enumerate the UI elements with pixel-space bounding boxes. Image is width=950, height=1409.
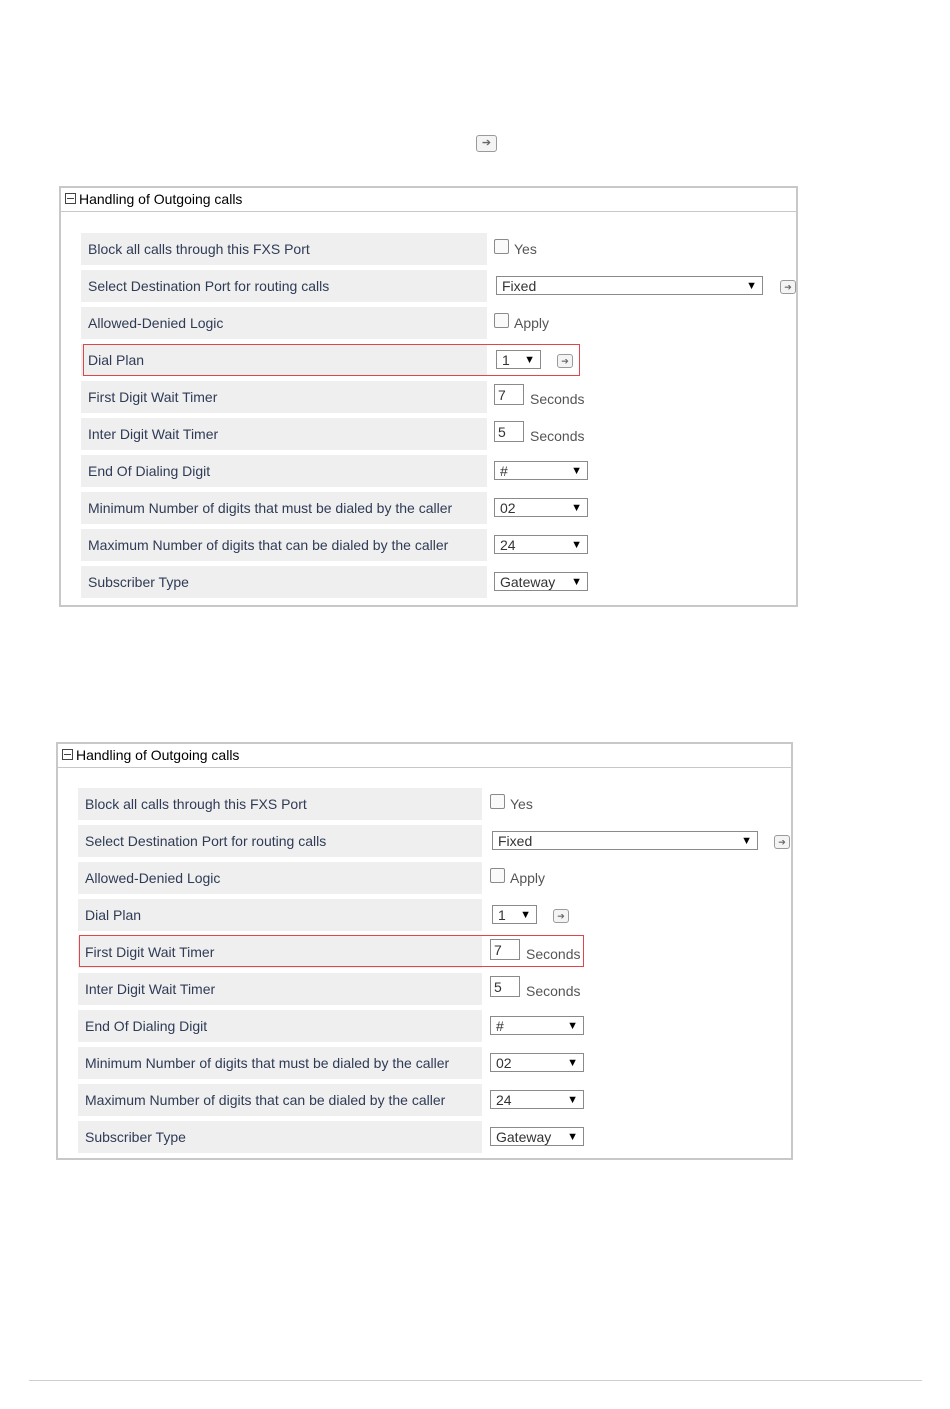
row-min-digits [58, 1047, 791, 1079]
row-destination-port [58, 825, 791, 857]
subscriber-type-field [490, 1121, 590, 1153]
row-label: Maximum Number of digits that can be dialed by the caller [78, 1084, 482, 1116]
collapse-minus-icon[interactable] [62, 749, 73, 760]
go-arrow-icon[interactable]: ➔ [774, 835, 790, 849]
unit-label: Seconds [526, 946, 581, 962]
row-label: Subscriber Type [81, 566, 487, 598]
panel-header[interactable] [61, 188, 796, 212]
max-digits-select[interactable] [490, 1090, 584, 1109]
row-label: Select Destination Port for routing calls [81, 270, 487, 302]
go-arrow-icon[interactable]: ➔ [553, 909, 569, 923]
select-value: 02 [500, 500, 516, 516]
select-value: # [496, 1018, 504, 1034]
row-label: Maximum Number of digits that can be dialed by the caller [81, 529, 487, 561]
select-value: Gateway [496, 1129, 552, 1145]
checkbox-label: Yes [514, 241, 537, 257]
row-dial-plan [61, 344, 796, 376]
first-digit-field [490, 936, 610, 968]
select-value: 24 [500, 537, 516, 553]
outgoing-calls-panel-1 [59, 186, 798, 607]
destination-port-select[interactable] [496, 276, 763, 295]
max-digits-field [494, 529, 594, 561]
min-digits-select[interactable] [490, 1053, 584, 1072]
row-block-calls [61, 233, 796, 265]
allowed-denied-checkbox[interactable] [494, 313, 509, 328]
row-label: Dial Plan [78, 899, 482, 931]
end-digit-field [494, 455, 594, 487]
row-label: End Of Dialing Digit [78, 1010, 482, 1042]
first-digit-field [494, 381, 614, 413]
dropdown-triangle-icon: ▼ [524, 354, 535, 366]
row-max-digits [58, 1084, 791, 1116]
select-value: 1 [502, 352, 510, 368]
end-dialing-digit-select[interactable] [490, 1016, 584, 1035]
row-destination-port [61, 270, 796, 302]
row-allowed-denied [58, 862, 791, 894]
row-first-digit-timer [58, 936, 791, 968]
min-digits-field [494, 492, 594, 524]
end-dialing-digit-select[interactable] [494, 461, 588, 480]
max-digits-select[interactable] [494, 535, 588, 554]
row-label: Select Destination Port for routing calls [78, 825, 482, 857]
checkbox-label: Apply [510, 870, 546, 886]
block-calls-checkbox[interactable] [494, 239, 509, 254]
row-max-digits [61, 529, 796, 561]
first-digit-timer-input[interactable]: 7 [490, 939, 520, 960]
dropdown-triangle-icon: ▼ [567, 1094, 578, 1106]
row-inter-digit-timer [61, 418, 796, 450]
unit-label: Seconds [530, 428, 585, 444]
dropdown-triangle-icon: ▼ [571, 502, 582, 514]
row-label: Block all calls through this FXS Port [81, 233, 487, 265]
row-label: Minimum Number of digits that must be dialed by the caller [78, 1047, 482, 1079]
row-label: Allowed-Denied Logic [81, 307, 487, 339]
dropdown-triangle-icon: ▼ [567, 1131, 578, 1143]
row-label: First Digit Wait Timer [81, 381, 487, 413]
panel-title: Handling of Outgoing calls [76, 747, 240, 763]
outgoing-calls-panel-2 [56, 742, 793, 1160]
min-digits-field [490, 1047, 590, 1079]
row-first-digit-timer [61, 381, 796, 413]
dropdown-triangle-icon: ▼ [741, 835, 752, 847]
row-label: End Of Dialing Digit [81, 455, 487, 487]
destination-field [496, 270, 796, 302]
footer-divider [29, 1380, 922, 1381]
allowed-denied-checkbox[interactable] [490, 868, 505, 883]
block-calls-checkbox[interactable] [490, 794, 505, 809]
row-block-calls [58, 788, 791, 820]
row-label: Block all calls through this FXS Port [78, 788, 482, 820]
select-value: Fixed [498, 833, 533, 849]
max-digits-field [490, 1084, 590, 1116]
panel-header[interactable] [58, 744, 791, 768]
row-label: Dial Plan [81, 344, 487, 376]
row-end-dialing-digit [61, 455, 796, 487]
collapse-minus-icon[interactable] [65, 193, 76, 204]
row-label: Minimum Number of digits that must be dialed by the caller [81, 492, 487, 524]
row-allowed-denied [61, 307, 796, 339]
select-value: 02 [496, 1055, 512, 1071]
row-inter-digit-timer [58, 973, 791, 1005]
row-subscriber-type [58, 1121, 791, 1153]
row-label: Inter Digit Wait Timer [78, 973, 482, 1005]
select-value: # [500, 463, 508, 479]
select-value: Gateway [500, 574, 556, 590]
select-value: Fixed [502, 278, 537, 294]
subscriber-type-field [494, 566, 594, 598]
unit-label: Seconds [526, 983, 581, 999]
select-value: 1 [498, 907, 506, 923]
subscriber-type-select[interactable] [490, 1127, 584, 1146]
row-min-digits [61, 492, 796, 524]
inter-digit-field [490, 973, 610, 1005]
dropdown-triangle-icon: ▼ [567, 1057, 578, 1069]
row-label: Subscriber Type [78, 1121, 482, 1153]
row-dial-plan [58, 899, 791, 931]
dropdown-triangle-icon: ▼ [571, 539, 582, 551]
dropdown-triangle-icon: ▼ [571, 465, 582, 477]
min-digits-select[interactable] [494, 498, 588, 517]
row-subscriber-type [61, 566, 796, 598]
row-label: Allowed-Denied Logic [78, 862, 482, 894]
row-label: First Digit Wait Timer [78, 936, 482, 968]
top-go-icon[interactable]: ➔ [476, 135, 497, 152]
checkbox-label: Apply [514, 315, 550, 331]
panel-title: Handling of Outgoing calls [79, 191, 243, 207]
dial-plan-field [492, 899, 582, 931]
dropdown-triangle-icon: ▼ [746, 280, 757, 292]
end-digit-field [490, 1010, 590, 1042]
subscriber-type-select[interactable] [494, 572, 588, 591]
destination-port-select[interactable] [492, 831, 758, 850]
go-arrow-icon[interactable]: ➔ [780, 280, 796, 294]
dial-plan-field [496, 344, 586, 376]
inter-digit-timer-input[interactable]: 5 [494, 421, 524, 442]
first-digit-timer-input[interactable]: 7 [494, 384, 524, 405]
dropdown-triangle-icon: ▼ [567, 1020, 578, 1032]
row-end-dialing-digit [58, 1010, 791, 1042]
inter-digit-timer-input[interactable]: 5 [490, 976, 520, 997]
dropdown-triangle-icon: ▼ [520, 909, 531, 921]
checkbox-label: Yes [510, 796, 533, 812]
dropdown-triangle-icon: ▼ [571, 576, 582, 588]
select-value: 24 [496, 1092, 512, 1108]
unit-label: Seconds [530, 391, 585, 407]
dial-plan-select[interactable] [496, 350, 541, 369]
row-label: Inter Digit Wait Timer [81, 418, 487, 450]
go-arrow-icon[interactable]: ➔ [557, 354, 573, 368]
inter-digit-field [494, 418, 614, 450]
destination-field [492, 825, 790, 857]
dial-plan-select[interactable] [492, 905, 537, 924]
